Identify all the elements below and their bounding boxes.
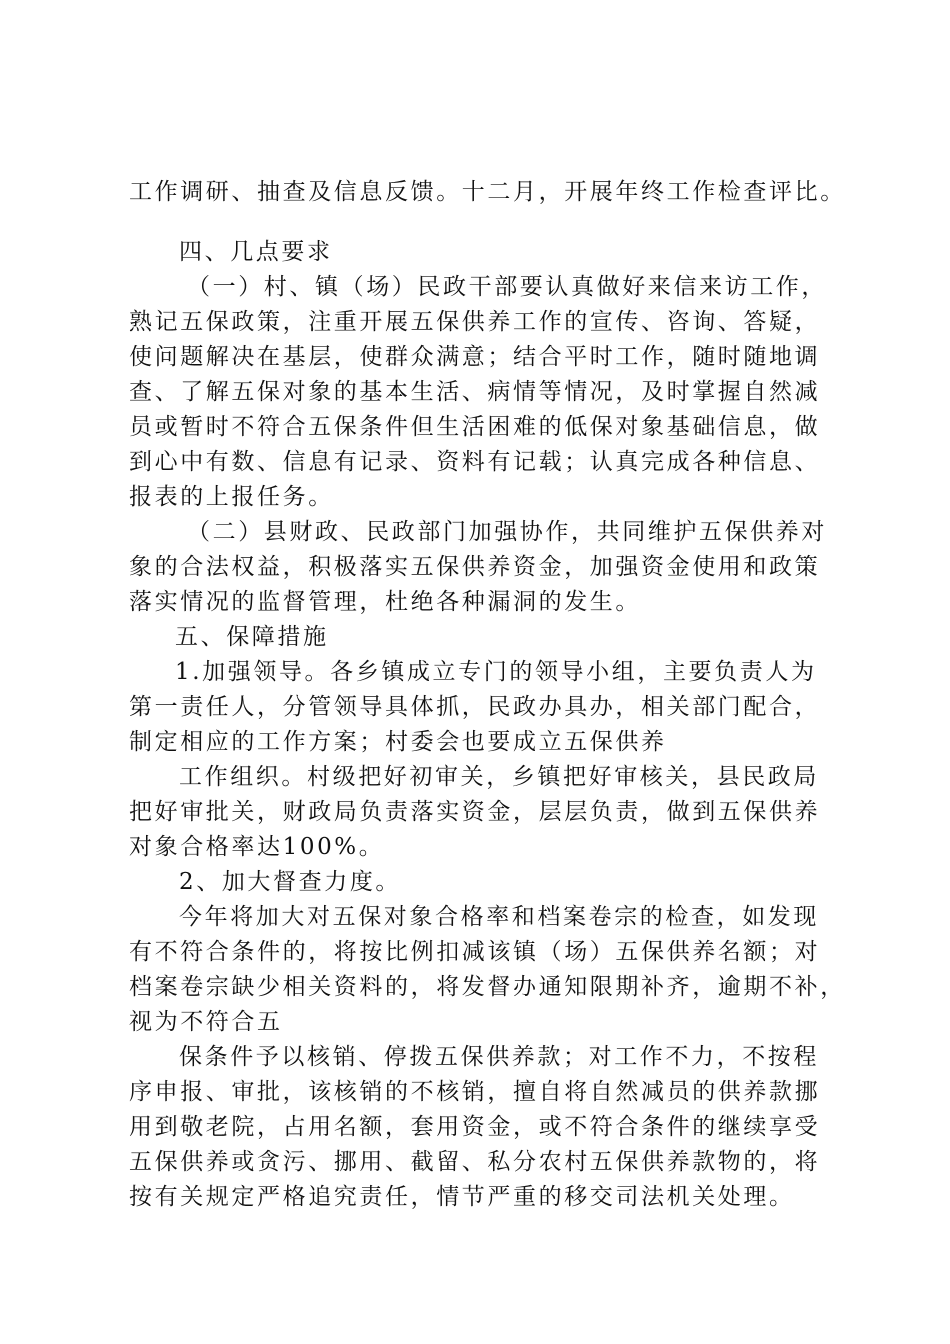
- text-line: 员或暂时不符合五保条件但生活困难的低保对象基础信息，做: [129, 414, 821, 440]
- text-line: 1.加强领导。各乡镇成立专门的领导小组，主要负责人为: [175, 659, 817, 685]
- text-line: 查、了解五保对象的基本生活、病情等情况，及时掌握自然减: [129, 379, 821, 405]
- document-body: [129, 175, 849, 1215]
- text-line: 序申报、审批，该核销的不核销，擅自将自然减员的供养款挪: [129, 1079, 821, 1105]
- text-line: 对象合格率达100%。: [129, 834, 385, 860]
- text-line: 有不符合条件的，将按比例扣减该镇（场）五保供养名额；对: [129, 939, 821, 965]
- text-line: （二）县财政、民政部门加强协作，共同维护五保供养对: [187, 519, 827, 545]
- text-line: 落实情况的监督管理，杜绝各种漏洞的发生。: [129, 589, 641, 615]
- text-line: 制定相应的工作方案；村委会也要成立五保供养: [129, 729, 667, 755]
- text-line: 今年将加大对五保对象合格率和档案卷宗的检查，如发现: [179, 904, 819, 930]
- text-line: 到心中有数、信息有记录、资料有记载；认真完成各种信息、: [129, 449, 821, 475]
- text-line: （一）村、镇（场）民政干部要认真做好来信来访工作，: [187, 274, 827, 300]
- text-line: 使问题解决在基层，使群众满意；结合平时工作，随时随地调: [129, 344, 821, 370]
- text-line: 档案卷宗缺少相关资料的，将发督办通知限期补齐，逾期不补，: [129, 974, 846, 1000]
- text-line: 按有关规定严格追究责任，情节严重的移交司法机关处理。: [129, 1184, 795, 1210]
- text-line: 报表的上报任务。: [129, 484, 334, 510]
- text-line: 第一责任人，分管领导具体抓，民政办具办，相关部门配合，: [129, 694, 821, 720]
- text-line: 熟记五保政策，注重开展五保供养工作的宣传、咨询、答疑，: [129, 309, 821, 335]
- text-line: 工作组织。村级把好初审关，乡镇把好审核关，县民政局: [179, 764, 819, 790]
- text-line: 五保供养或贪污、挪用、截留、私分农村五保供养款物的，将: [129, 1149, 821, 1175]
- text-line: 象的合法权益，积极落实五保供养资金，加强资金使用和政策: [129, 554, 821, 580]
- section-heading: 四、几点要求: [179, 239, 333, 265]
- section-heading: 五、保障措施: [175, 624, 329, 650]
- text-line: 工作调研、抽查及信息反馈。十二月，开展年终工作检查评比。: [129, 179, 846, 205]
- text-line: 保条件予以核销、停拨五保供养款；对工作不力，不按程: [179, 1044, 819, 1070]
- text-line: 用到敬老院，占用名额，套用资金，或不符合条件的继续享受: [129, 1114, 821, 1140]
- text-line: 视为不符合五: [129, 1009, 283, 1035]
- text-line: 把好审批关，财政局负责落实资金，层层负责，做到五保供养: [129, 799, 821, 825]
- paragraph-gap: [129, 210, 849, 235]
- sub-heading: 2、加大督查力度。: [179, 869, 402, 895]
